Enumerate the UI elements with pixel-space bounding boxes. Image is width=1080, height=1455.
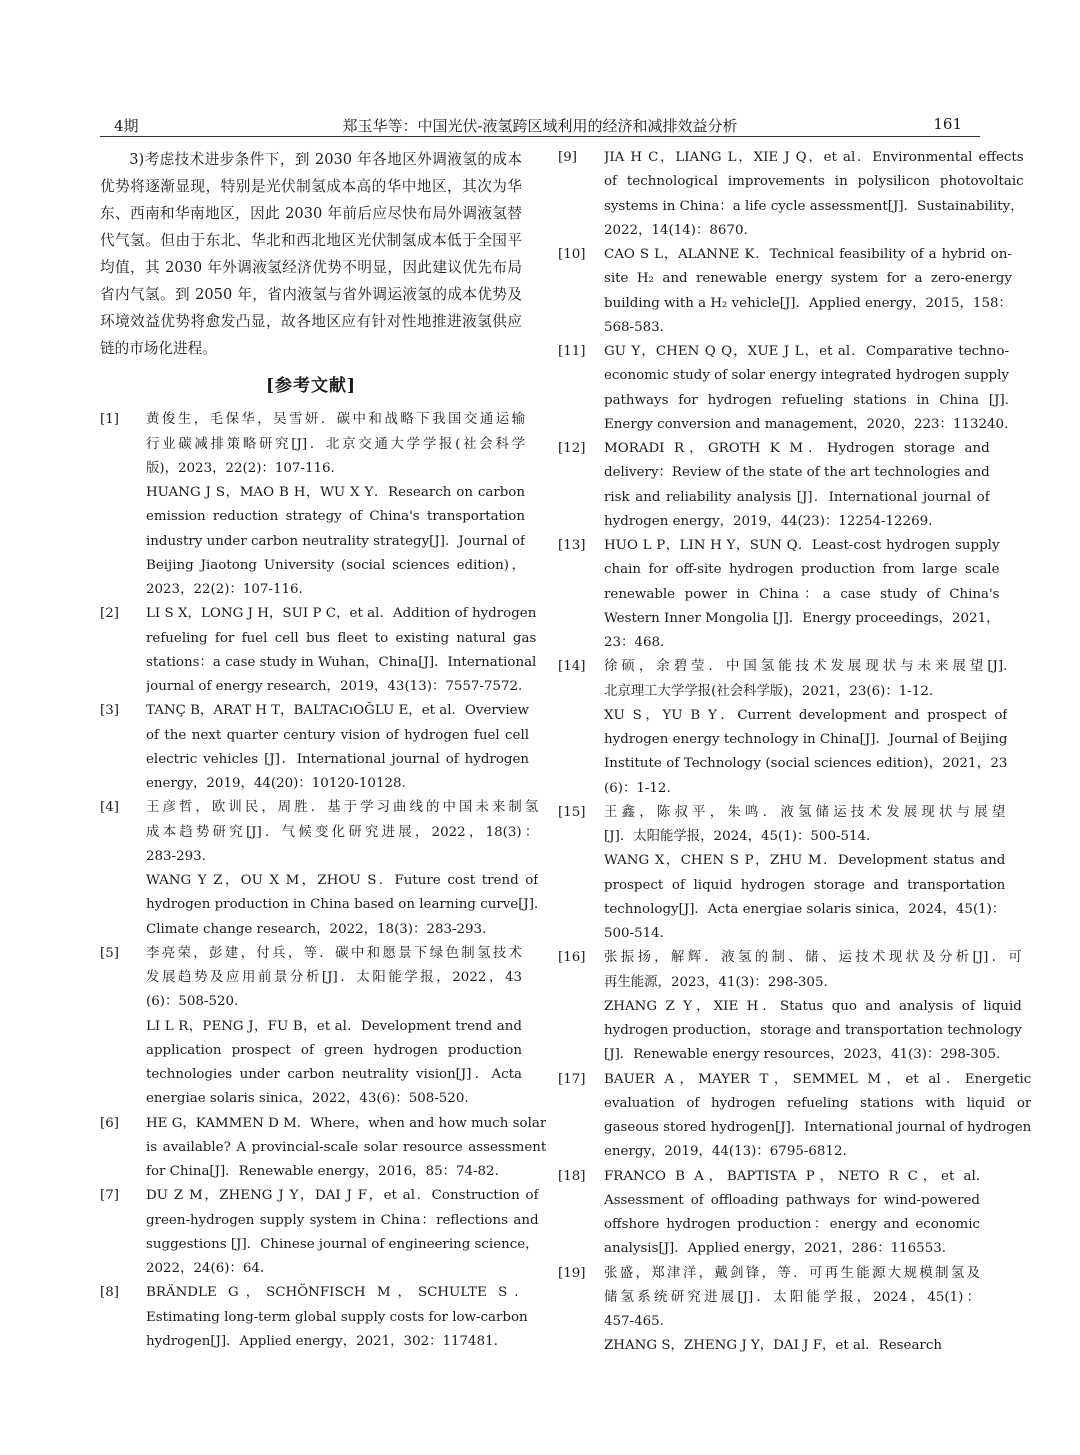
reference-line: [J]．太阳能学报，2024，45(1)：500-514. bbox=[604, 829, 871, 844]
reference-line: 568-583. bbox=[604, 319, 664, 335]
reference-text bbox=[604, 1068, 1031, 1165]
header-rule bbox=[100, 136, 980, 137]
reference-line: energiae solaris sinica，2022，43(6)：508-520. bbox=[146, 1091, 469, 1107]
reference-line: prospect of liquid hydrogen storage and transportation bbox=[604, 877, 1006, 893]
reference-number: [15] bbox=[558, 804, 586, 820]
reference-item bbox=[100, 796, 539, 942]
issue-number: 4期 bbox=[114, 117, 139, 135]
reference-item bbox=[100, 699, 530, 796]
references-heading: [参考文献] bbox=[265, 376, 357, 396]
reference-line: of technological improvements in polysilicon photovoltaic bbox=[604, 174, 1024, 190]
reference-line: Institute of Technology (social sciences edition)，2021，23 bbox=[604, 756, 1008, 772]
running-header bbox=[100, 113, 980, 137]
reference-list-left bbox=[100, 408, 547, 1354]
reference-item bbox=[558, 801, 1006, 947]
reference-line: for China[J]．Renewable energy，2016，85：74-82. bbox=[146, 1164, 499, 1179]
reference-line: 王鑫，陈叔平，朱鸣．液氢储运技术发展现状与展望 bbox=[604, 804, 1006, 820]
reference-line: (6)：1-12. bbox=[604, 780, 671, 796]
reference-number: [1] bbox=[100, 412, 119, 428]
reference-number: [3] bbox=[100, 703, 119, 719]
reference-line: 发展趋势及应用前景分析[J]．太阳能学报，2022，43 bbox=[146, 970, 522, 985]
reference-text bbox=[146, 1281, 528, 1354]
reference-line: emission reduction strategy of China's transportation bbox=[146, 509, 525, 525]
reference-item bbox=[100, 602, 537, 699]
reference-item bbox=[100, 408, 525, 602]
reference-line: JIA H C，LIANG L，XIE J Q，et al．Environmental effects bbox=[604, 150, 1024, 165]
reference-line: risk and reliability analysis [J]．International journal of bbox=[604, 489, 990, 505]
reference-line: Beijing Jiaotong University (social sciences edition)， bbox=[146, 557, 525, 573]
reference-item bbox=[558, 243, 1012, 340]
reference-line: green-hydrogen supply system in China：reflections and bbox=[146, 1212, 539, 1228]
reference-line: 500-514. bbox=[604, 926, 664, 941]
reference-text bbox=[604, 534, 1000, 655]
running-title: 郑玉华等：中国光伏-液氢跨区域利用的经济和减排效益分析 bbox=[342, 117, 738, 135]
reference-line: chain for off-site hydrogen production from large scale bbox=[604, 562, 1000, 578]
reference-number: [11] bbox=[558, 344, 586, 359]
reference-line: 2023，22(2)：107-116. bbox=[146, 582, 303, 597]
reference-number: [13] bbox=[558, 538, 586, 553]
reference-line: MORADI R，GROTH K M．Hydrogen storage and bbox=[604, 441, 990, 456]
reference-line: delivery：Review of the state of the art technologies and bbox=[604, 465, 990, 481]
reference-line: technology[J]．Acta energiae solaris sinica，2024，45(1)： bbox=[604, 901, 1006, 917]
reference-line: 457-465. bbox=[604, 1314, 664, 1329]
reference-line: (6)：508-520. bbox=[146, 994, 239, 1010]
reference-line: energy，2019，44(20)：10120-10128. bbox=[146, 776, 406, 791]
reference-number: [14] bbox=[558, 659, 586, 675]
reference-line: Estimating long-term global supply costs for low-carbon bbox=[146, 1309, 528, 1325]
reference-line: analysis[J]．Applied energy，2021，286：116553. bbox=[604, 1241, 946, 1257]
reference-number: [2] bbox=[100, 606, 119, 622]
left-column bbox=[100, 146, 547, 1354]
reference-text bbox=[604, 946, 1022, 1067]
reference-number: [19] bbox=[558, 1265, 586, 1281]
reference-line: 283-293. bbox=[146, 848, 206, 864]
reference-number: [7] bbox=[100, 1188, 119, 1204]
reference-text bbox=[604, 243, 1012, 340]
page-number: 161 bbox=[933, 115, 962, 133]
reference-list-right bbox=[558, 146, 1032, 1359]
reference-line: energy，2019，44(13)：6795-6812. bbox=[604, 1144, 847, 1160]
reference-line: site H₂ and renewable energy system for a zero-energy bbox=[604, 271, 1012, 287]
reference-line: WANG X，CHEN S P，ZHU M．Development status and bbox=[604, 853, 1006, 869]
reference-number: [6] bbox=[100, 1115, 119, 1131]
reference-text bbox=[604, 801, 1005, 947]
reference-line: 2022，24(6)：64. bbox=[146, 1261, 265, 1276]
reference-item bbox=[558, 340, 1009, 437]
reference-line: hydrogen production in China based on learning curve[J]. bbox=[146, 897, 539, 913]
reference-line: 黄俊生，毛保华，吴雪妍．碳中和战略下我国交通运输 bbox=[146, 412, 525, 428]
reference-line: WANG Y Z，OU X M，ZHOU S．Future cost trend of bbox=[146, 873, 539, 888]
reference-number: [16] bbox=[558, 950, 586, 966]
reference-line: BAUER A，MAYER T，SEMMEL M，et al．Energetic bbox=[604, 1071, 1032, 1087]
reference-text bbox=[604, 437, 990, 534]
reference-item bbox=[558, 534, 1000, 655]
reference-line: Western Inner Mongolia [J]．Energy proceedings，2021， bbox=[604, 610, 1000, 626]
reference-line: HUO L P，LIN H Y，SUN Q．Least-cost hydrogen supply bbox=[604, 538, 1000, 553]
reference-line: 张盛，郑津洋，戴剑锋，等．可再生能源大规模制氢及 bbox=[604, 1265, 980, 1281]
reference-line: of the next quarter century vision of hydrogen fuel cell bbox=[146, 727, 530, 743]
reference-text bbox=[146, 602, 536, 699]
reference-line: GU Y，CHEN Q Q，XUE J L，et al．Comparative techno- bbox=[604, 344, 1009, 359]
reference-line: electric vehicles [J]．International journal of hydrogen bbox=[146, 751, 530, 767]
reference-line: LI L R，PENG J，FU B，et al．Development trend and bbox=[146, 1018, 522, 1034]
reference-line: 李亮荣，彭建，付兵，等．碳中和愿景下绿色制氢技术 bbox=[146, 945, 522, 961]
reference-line: Energy conversion and management，2020，223：113240. bbox=[604, 416, 1009, 432]
reference-line: renewable power in China：a case study of China's bbox=[604, 586, 1000, 602]
reference-line: XU S，YU B Y．Current development and prospect of bbox=[604, 707, 1008, 723]
reference-line: refueling for fuel cell bus fleet to existing natural gas bbox=[146, 630, 537, 646]
reference-line: building with a H₂ vehicle[J]．Applied energy，2015，158： bbox=[604, 295, 1012, 311]
reference-line: 徐硕，余碧莹．中国氢能技术发展现状与未来展望[J]. bbox=[604, 659, 1008, 675]
reference-text bbox=[146, 1112, 546, 1185]
reference-line: Assessment of offloading pathways for wind-powered bbox=[604, 1192, 980, 1208]
reference-line: Climate change research，2022，18(3)：283-293. bbox=[146, 921, 487, 937]
reference-number: [5] bbox=[100, 945, 119, 961]
reference-text bbox=[146, 796, 538, 942]
reference-item bbox=[558, 655, 1008, 801]
reference-item bbox=[100, 1112, 547, 1185]
reference-text bbox=[146, 699, 529, 796]
reference-line: application prospect of green hydrogen production bbox=[146, 1042, 522, 1058]
reference-line: ZHANG Z Y，XIE H．Status quo and analysis of liquid bbox=[604, 998, 1022, 1014]
reference-number: [12] bbox=[558, 441, 586, 456]
reference-number: [18] bbox=[558, 1168, 586, 1184]
reference-line: LI S X，LONG J H，SUI P C，et al．Addition of hydrogen bbox=[146, 606, 537, 622]
reference-line: hydrogen production，storage and transportation technology bbox=[604, 1023, 1022, 1038]
reference-line: ZHANG S，ZHENG J Y，DAI J F，et al．Research bbox=[604, 1338, 942, 1354]
reference-line: technologies under carbon neutrality vision[J]．Acta bbox=[146, 1067, 522, 1082]
reference-line: evaluation of hydrogen refueling stations with liquid or bbox=[604, 1095, 1032, 1111]
reference-item bbox=[558, 146, 1024, 243]
reference-item bbox=[100, 1281, 528, 1354]
reference-text bbox=[146, 408, 525, 602]
reference-line: [J]．Renewable energy resources，2023，41(3)：298-305. bbox=[604, 1047, 1001, 1063]
right-column bbox=[558, 146, 1032, 1359]
reference-text bbox=[604, 1262, 980, 1359]
reference-line: economic study of solar energy integrated hydrogen supply bbox=[604, 368, 1009, 384]
reference-text bbox=[604, 340, 1009, 437]
reference-line: HUANG J S，MAO B H，WU X Y．Research on carbon bbox=[146, 485, 525, 500]
reference-line: BRÄNDLE G，SCHÖNFISCH M，SCHULTE S． bbox=[146, 1285, 528, 1301]
reference-number: [10] bbox=[558, 247, 586, 262]
reference-number: [4] bbox=[100, 800, 119, 816]
reference-line: 成本趋势研究[J]．气候变化研究进展，2022，18(3)： bbox=[146, 824, 539, 840]
reference-text bbox=[604, 1165, 980, 1262]
reference-line: hydrogen[J]．Applied energy，2021，302：117481. bbox=[146, 1333, 498, 1349]
reference-text bbox=[604, 146, 1024, 243]
reference-item bbox=[558, 1262, 980, 1359]
reference-line: HE G，KAMMEN D M．Where，when and how much solar bbox=[146, 1115, 547, 1131]
reference-line: FRANCO B A，BAPTISTA P，NETO R C，et al. bbox=[604, 1168, 980, 1184]
reference-item bbox=[558, 946, 1022, 1067]
reference-line: is available? A provincial-scale solar resource assessment bbox=[146, 1139, 547, 1155]
reference-line: CAO S L，ALANNE K．Technical feasibility of a hybrid on- bbox=[604, 247, 1012, 262]
reference-item bbox=[100, 942, 522, 1112]
reference-line: suggestions [J]．Chinese journal of engineering science， bbox=[146, 1236, 539, 1252]
conclusion-paragraph: 3)考虑技术进步条件下，到 2030 年各地区外调液氢的成本优势将逐渐显现，特别是光伏制氢成本高的华中地区，其次为华东、西南和华南地区，因此 2030 年前后应尽快布局外调液氢替代气氢。但由于东北、华北和西北地区光伏制氢成本低于全国平均值，其 2030 年外调液氢经济优势不明显，因此建议优先布局省内气氢。到 2050 年，省内液氢与省外调运液氢的成本优势及环境效益优势将愈发凸显，故各地区应有针对性地推进液氢供应链的市场化进程。 bbox=[100, 151, 522, 357]
reference-line: hydrogen energy technology in China[J]．Journal of Beijing bbox=[604, 732, 1008, 747]
reference-line: hydrogen energy，2019，44(23)：12254-12269. bbox=[604, 513, 933, 529]
reference-text bbox=[146, 942, 522, 1112]
reference-line: systems in China：a life cycle assessment[J]．Sustainability， bbox=[604, 198, 1024, 214]
reference-line: offshore hydrogen production：energy and economic bbox=[604, 1217, 980, 1232]
reference-line: TANÇ B，ARAT H T，BALTACıOĞLU E，et al．Overview bbox=[146, 703, 530, 719]
reference-line: gaseous stored hydrogen[J]．International journal of hydrogen bbox=[604, 1120, 1032, 1135]
reference-line: stations：a case study in Wuhan，China[J]．International bbox=[146, 654, 537, 670]
reference-line: 北京理工大学学报(社会科学版)，2021，23(6)：1-12. bbox=[604, 683, 934, 699]
reference-item bbox=[100, 1184, 539, 1281]
reference-line: journal of energy research，2019，43(13)：7557-7572. bbox=[146, 679, 523, 694]
reference-line: pathways for hydrogen refueling stations in China [J]. bbox=[604, 392, 1009, 408]
reference-line: 行业碳减排策略研究[J]．北京交通大学学报(社会科学 bbox=[146, 436, 525, 452]
reference-line: industry under carbon neutrality strategy[J]．Journal of bbox=[146, 533, 525, 549]
reference-line: 张振扬，解辉．液氢的制、储、运技术现状及分析[J]．可 bbox=[604, 950, 1022, 966]
reference-item bbox=[558, 437, 990, 534]
reference-line: 储氢系统研究进展[J]．太阳能学报，2024，45(1)： bbox=[604, 1289, 980, 1305]
reference-number: [9] bbox=[558, 150, 577, 165]
reference-text bbox=[604, 655, 1007, 801]
reference-line: DU Z M，ZHENG J Y，DAI J F，et al．Construction of bbox=[146, 1188, 539, 1204]
reference-item bbox=[558, 1068, 1032, 1165]
reference-number: [17] bbox=[558, 1071, 586, 1087]
reference-number: [8] bbox=[100, 1285, 119, 1301]
reference-line: 版)，2023，22(2)：107-116. bbox=[146, 460, 335, 476]
reference-line: 23：468. bbox=[604, 635, 665, 650]
reference-line: 再生能源，2023，41(3)：298-305. bbox=[604, 974, 828, 990]
reference-line: 王彦哲，欧训民，周胜．基于学习曲线的中国未来制氢 bbox=[146, 800, 539, 816]
reference-item bbox=[558, 1165, 980, 1262]
reference-line: 2022，14(14)：8670. bbox=[604, 222, 748, 238]
reference-text bbox=[146, 1184, 539, 1281]
